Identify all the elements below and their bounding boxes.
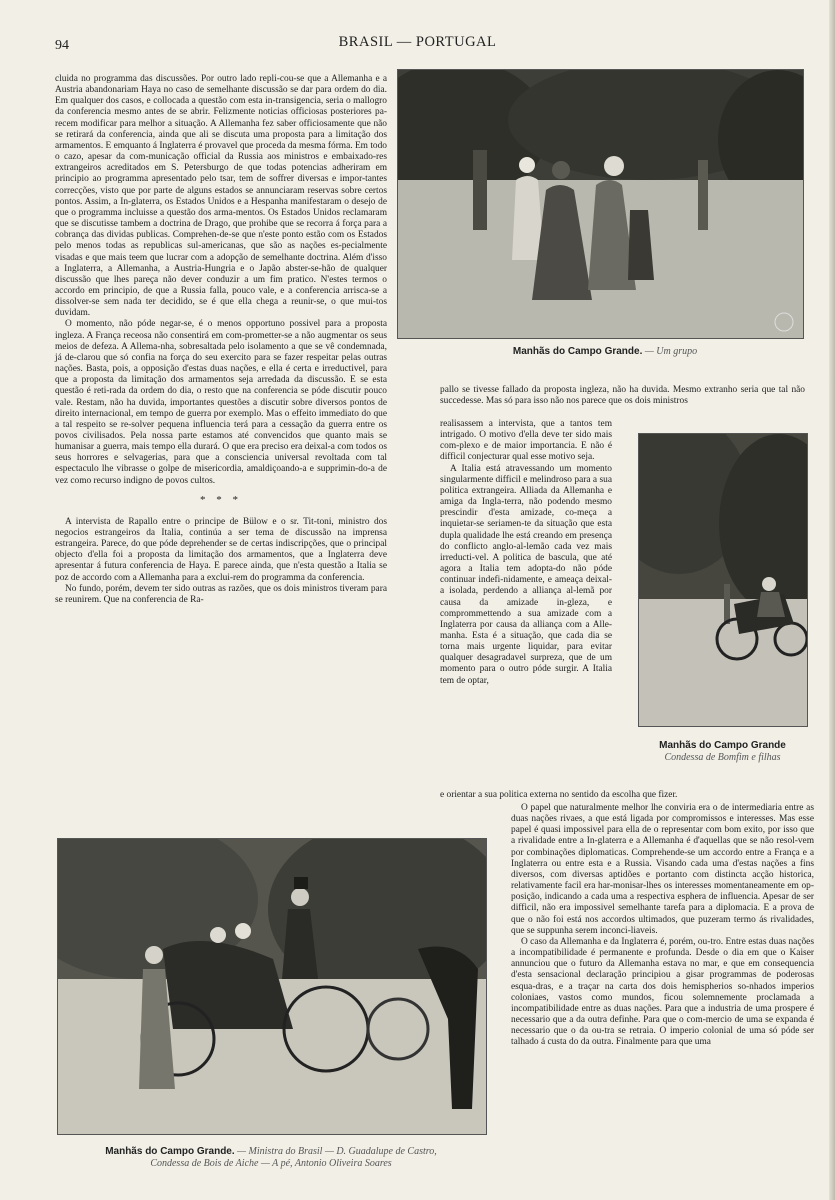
caption-subtitle: Condessa de Bomfim e filhas: [664, 752, 781, 763]
paragraph: e orientar a sua politica externa no sentido da escolha que fizer.: [440, 790, 678, 800]
caption-um-grupo: [440, 346, 770, 358]
paragraph: O momento, não póde negar-se, é o menos opportuno possivel para a proposta ingleza. A França receosa não consentirá em com-prometter-se a não augmentar os seus meios de defeza. A Allema-nha, sobresaltada pelo isolamento a que se vê condemnada, já de-clarou que só confia na força do seu exercito para se fazer respeitar pelas outras nações. Basta, pois, a opposição d'estas duas nações, e ella é certa e irreductivel, para que a proposta da limitação dos armamentos seja arredada da discussão. E se esta questão é reti-rada da ordem do dia, o resto que na conferencia se póde discutir pouco vale. Restam, não ha duvida, importantes questões a discutir sobre diversos pontos de direito internacional, em tempo de guerra por exemplo. Mas o effeito immediato do que a tal respeito se re-solver pequena influencia terá para a cessação da guerra entre os povos civilisados. Pela nossa parte estamos até convencidos que quanto mais se humanisar a guerra, mais tempo ella durará. O que era preciso era deixal-a com todos os seus horrores e selvagerias, para que a consciencia universal revoltada com tal espectaculo lhe vibrasse o golpe de misericordia, amaldiçoando-a e supprimin-do-a de vez como recurso indigno de povos cultos.: [55, 319, 387, 486]
caption-subtitle: — Um grupo: [644, 346, 698, 357]
page-header: [0, 34, 835, 54]
paragraph: O caso da Allemanha e da Inglaterra é, porém, ou-tro. Entre estas duas nações a incompatibilidade é permanente e profunda. Desde o dia em que o Kaiser annunciou que o futuro da Allemanha estava no mar, e que em consequencia d'esta sensacional declaração principiou a gisar programmas de poderosas esqua-dras, e a traçar na carta dos dois hemispherios so-nhados imperios coloniaes, vastos como mundos, ficou solemnemente proclamada a incompatibilidade entre as duas nações. Para que a industria de uma prospere é necessario que a da outra definhe. Para que o com-mercio de uma se expanda é necessario que o da ou-tra se retraia. O imperio colonial de uma só póde ser talhado á custa do da outra. Finalmente para que uma: [511, 936, 814, 1048]
middle-text-bottom: [440, 790, 805, 801]
caption-subtitle-line2: Condessa de Bois de Aiche — A pé, Antonio Oliveira Soares: [150, 1158, 392, 1169]
section-divider: * * *: [200, 493, 242, 506]
caption-title: Manhãs do Campo Grande: [659, 740, 786, 751]
paragraph: A intervista de Rapallo entre o principe de Bülow e o sr. Tit-toni, ministro dos negocios estrangeiros da Italia, continúa a ser tema de discussão na imprensa estrangeira. Parece, do que póde deprehender se de certas indiscripções, que o principal objecto d'ella foi a proposta da limitação dos armamentos, que a Inglaterra deve apresentar á futura conferencia de Haya. E parece ainda, que n'esta questão a Italia se poz de accordo com a Allemanha para a exclui-rem do programma da conferencia.: [55, 516, 387, 583]
paragraph: pallo se tivesse fallado da proposta ingleza, não ha duvida. Mesmo extranho seria que tal não succedesse. Mas só para isso não nos parece que os dois ministros: [440, 385, 805, 407]
caption-condessa-bomfim: [630, 740, 815, 764]
middle-text-top: [440, 385, 805, 407]
page-title: BRASIL — PORTUGAL: [338, 34, 497, 50]
photo-um-grupo: [397, 69, 804, 339]
paragraph: A Italia está atravessando um momento singularmente difficil e melindroso para a sua politica extrangeira. Alliada da Allemanha e amiga da Ingla-terra, não podendo mesmo prescindir d'esta amizade, co-meça a inquietar-se seriamen-te da situação que esta dupla qualidade lhe está creando em presença do conflicto anglo-al-lemão cada vez mais irreducti-vel. A politica de bascula, que até agora a Italia tem adopta-do não póde continuar indefi-nidamente, e ameaça deixal-a isolada, perdendo a alliança al-lemã por causa da amizade in-gleza, e comprommettendo a sua amizade com a Inglaterra por causa da alliança com a Alle-manha. Esta é a situação, que cada dia se torna mais urgente liquidar, para evitar qualquer desagradavel surpreza, que de um momento para o outro póde surgir. A Italia tem de optar,: [440, 463, 612, 686]
paragraph: O papel que naturalmente melhor lhe conviria era o de intermediaria entre as duas nações rivaes, a que está ligada por compromissos e interesses. Mas esse papel é quasi impossivel para ella de o representar com bom exito, por isso que a rivalidade entre a In-glaterra e a Allemanha é d'aquellas que se não resol-vem por combinações diplomaticas. Comprehende-se um accordo entre a França e a Inglaterra ou entre esta e a Russia. Visando cada uma d'estas nações a fins diversos, com diversas aptidões e portanto com distincta acção historica, relativamente facil era har-monisar-lhes os interesses momentaneamente em op-posição, indicando a cada uma a respectiva esphera de influencia. Apesar de ser difficil, não era impossivel semelhante tarefa para a diplomacia. E a prova de que o não foi está nos accordos ultimados, que puzeram termo ás rivalidades, que se suppunha serem inconci-liaveis.: [511, 803, 814, 936]
photo-condessa-bomfim: [638, 433, 808, 727]
right-column: [511, 803, 814, 1048]
page-edge-shadow: [829, 0, 835, 1200]
caption-title: Manhãs do Campo Grande.: [105, 1146, 235, 1157]
photo-condessa-bomfim-image: [639, 434, 807, 726]
left-column: [55, 74, 387, 606]
paragraph: realisassem a intervista, que a tantos tem intrigado. O motivo d'ella deve ter sido mais com-plexo e de maior importancia. E não é difficil conjecturar qual esse motivo seja.: [440, 419, 612, 463]
caption-subtitle: — Ministra do Brasil — D. Guadalupe de Castro,: [237, 1146, 437, 1157]
paragraph: cluida no programma das discussões. Por outro lado repli-cou-se que a Allemanha e a Austria abandonariam Haya no caso de semelhante discussão se dar para ordem do dia. Em qualquer dos casos, e collocada a questão com esta in-transigencia, seria o mallogro da conferencia mesmo antes de se abrir. Felizmente noticias officiosas posteriores pa-recem modificar para melhor a situação. A Allemanha fez saber officiosamente que não se retirará da conferencia, ainda que ali se discuta uma proposta para a limitação dos armamentos. E emquanto á Inglaterra é provavel que proceda da mesma fórma. Em todo o cazo, apesar da com-municação official da Russia aos ministros e embaixado-res extrangeiros acreditados em S. Petersburgo de que todas potencias adheriram em principio ao programma apresentado pelo tsar, tem de soffrer diversas e impor-tantes correcções, visto que por parte de alguns estados se annunciaram reservas sobre certos pontos. Assim, a In-glaterra, os Estados Unidos e a Hespanha manifestaram o desejo de que o programma incluisse a questão dos arma-mentos. Os Estados Unidos reclamaram que se discutisse tambem a doctrina de Drago, que prohibe que se recorra á força para a cobrança das dividas publicas. Comprehen-de-se que n'este ponto estão com os Estados pelo menos todas as republicas sul-americanas, que são as nações es-pecialmente visadas e que mais teem que lucrar com a adopção de semelhante doctrina. Além d'isso a Inglaterra, a Allemanha, a Austria-Hungria e o Japão abster-se-hão de qualquer discussão que lhes pareça não dever conduzir a um fim pratico. N'estes termos o accordo em principio, de que a Russia falla, pouco vale, e a conferencia arrisca-se a dissolver-se sem nada ter decidido, se é que ella chega a reunir-se, o que mui-tos duvidam.: [55, 74, 387, 319]
middle-column: [440, 419, 612, 687]
photo-ministra-do-brasil: [57, 838, 487, 1135]
photo-ministra-do-brasil-image: [58, 839, 486, 1134]
caption-ministra-do-brasil: [57, 1146, 485, 1170]
page-number: 94: [55, 38, 69, 53]
paragraph: No fundo, porém, devem ter sido outras as razões, que os dois ministros tiveram para se reunirem. Que na conferencia de Ra-: [55, 583, 387, 605]
photo-um-grupo-image: [398, 70, 803, 338]
caption-title: Manhãs do Campo Grande.: [512, 346, 643, 357]
